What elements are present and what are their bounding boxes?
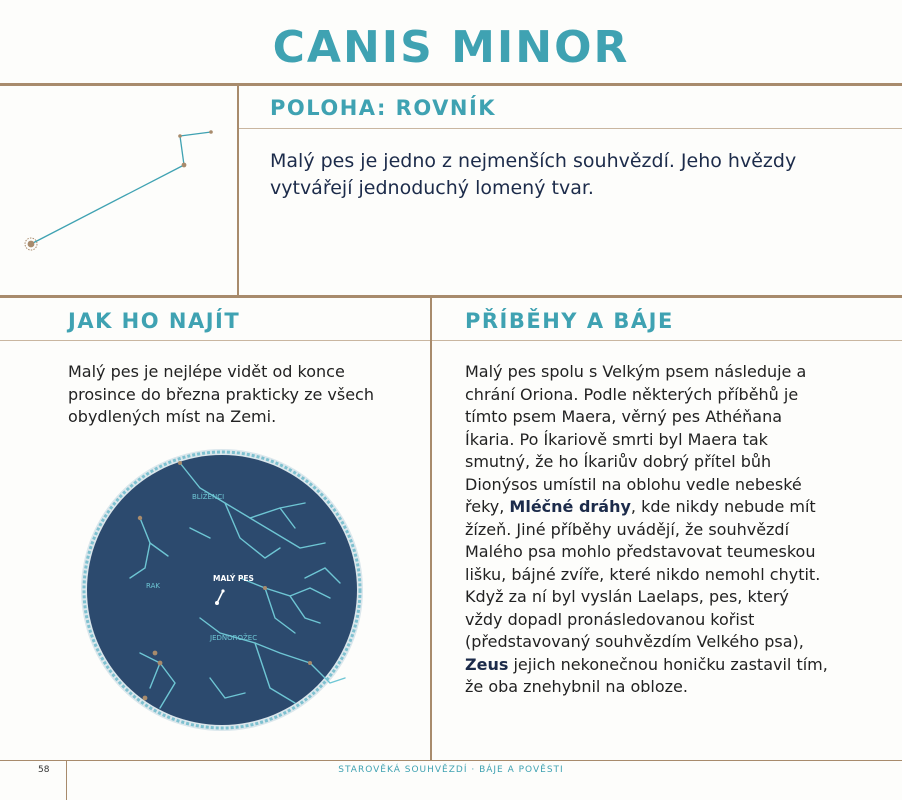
map-label-bull: BLÍŽENCI [192,493,225,501]
star-map [80,448,364,732]
footer-rule [0,760,902,761]
page-number: 58 [38,765,50,775]
location-heading: POLOHA: ROVNÍK [270,96,497,120]
star-3 [178,134,182,138]
left-panel-divider [237,86,239,295]
find-heading: JAK HO NAJÍT [68,309,241,333]
column-divider [430,298,432,760]
stories-bold-1: Mléčné dráhy [509,497,631,516]
stories-text-1: Malý pes spolu s Velkým psem následuje a chrání Oriona. Podle některých příběhů je tímto psem Maera, věrný pes Athéňana Íkaria. Po Íkariově smrti byl Maera tak smutný, že ho Íkariův dobrý přítel bůh Dionýsos umístil na oblohu vedle nebeské řeky, [465,362,807,516]
map-label-main: MALÝ PES [213,574,254,583]
stories-bold-2: Zeus [465,654,509,674]
procyon-star [28,241,35,248]
find-text: Malý pes je nejlépe vidět od konce prosince do března prakticky ze všech obydlených míst na Zemi. [68,362,374,426]
constellation-figure [0,86,237,295]
page-title: CANIS MINOR [272,22,630,73]
map-label-unicorn: JEDNOROŽEC [210,634,258,642]
gomeisa-star [182,163,187,168]
heading-underline-top [239,128,902,129]
lead-text: Malý pes je jedno z nejmenších souhvězdí. Jeho hvězdy vytvářejí jednoduchý lomený tvar. [270,150,797,199]
stories-text [465,361,830,699]
stories-text-3: jejich nekonečnou honičku zastavil tím, že oba znehybnil na obloze. [465,654,828,696]
constellation-lines [31,132,211,244]
heading-underline-left [0,340,430,341]
heading-underline-right [432,340,902,341]
section-rule [0,295,902,298]
map-label-crab: RAK [146,582,160,590]
stories-text-2: , kde nikdy nebude mít žízeň. Jiné příběhy uvádějí, že souhvězdí Malého psa mohlo představovat teumeskou lišku, bájné zvíře, které nikdo nemohl chytit. Když za ní byl vyslán Laelaps, pes, který vždy dopadl pronásledovanou kořist (představovaný souhvězdím Velkého psa), [465,497,821,651]
star-4 [209,130,213,134]
footer-title: STAROVĚKÁ SOUHVĚZDÍ · BÁJE A POVĚSTI [338,765,564,775]
stories-heading: PŘÍBĚHY A BÁJE [465,309,674,333]
